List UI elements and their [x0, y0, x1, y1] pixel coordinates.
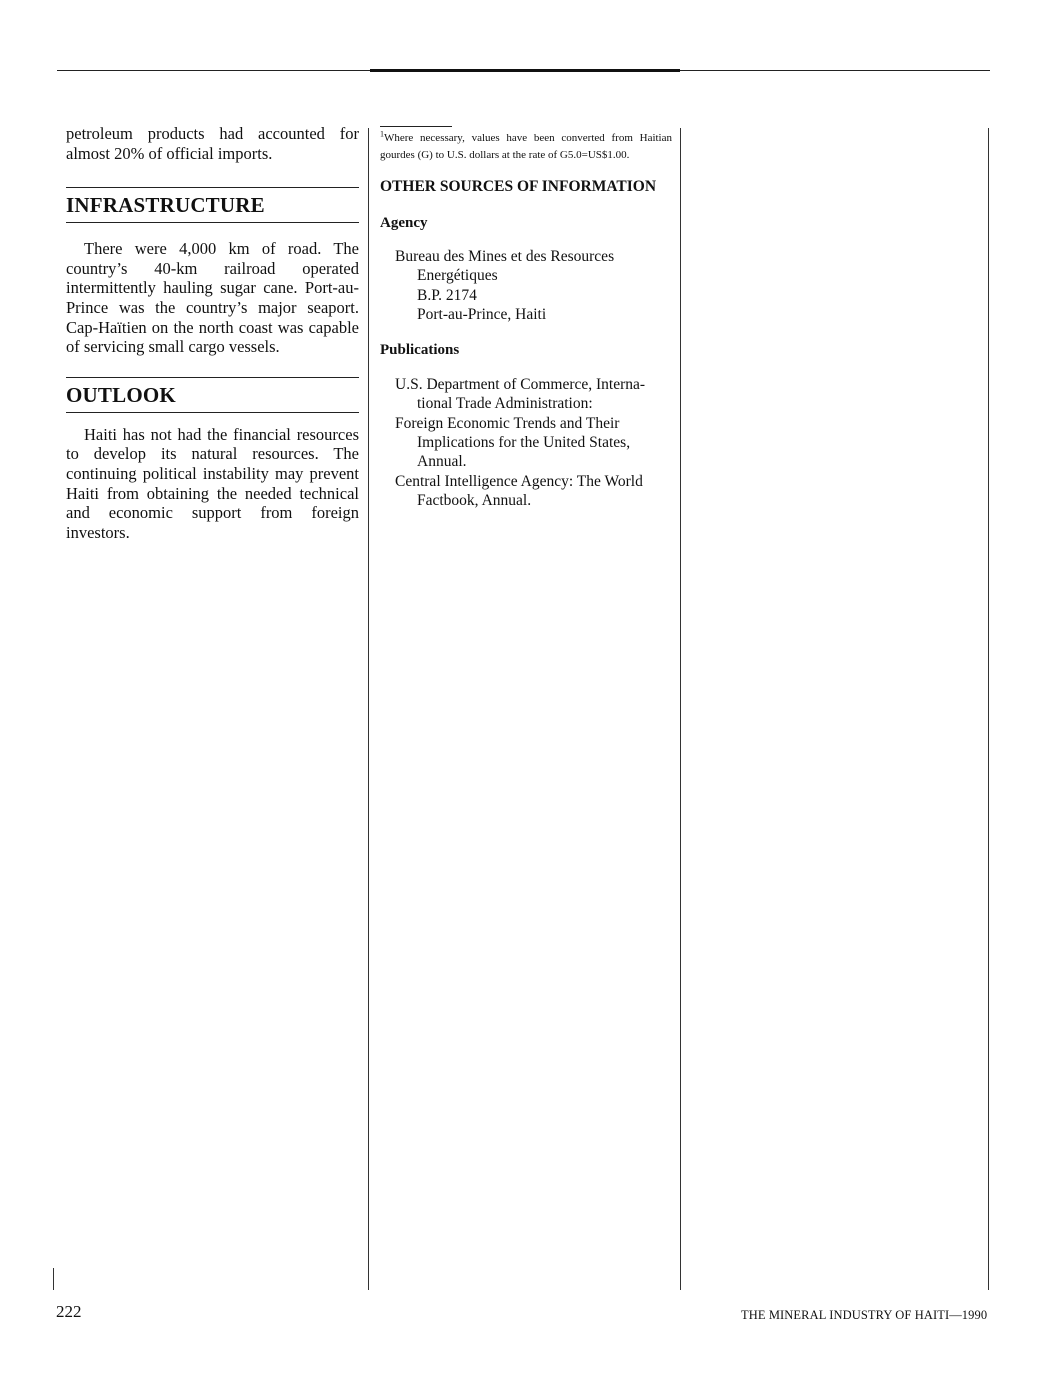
footnote-text: Where necessary, values have been converted from Haitian gourdes (G) to U.S. dollars at the rate of G5.0=US$1.00. [380, 132, 672, 161]
top-rule-thick [370, 69, 680, 72]
agency-heading: Agency [380, 215, 428, 231]
publications-list [380, 375, 672, 510]
intro-paragraph: petroleum products had accounted for almost 20% of official imports. [66, 124, 359, 163]
agency-line: B.P. 2174 [417, 286, 477, 304]
publications-heading: Publications [380, 342, 460, 359]
footnote [380, 130, 672, 164]
infrastructure-paragraph: There were 4,000 km of road. The country’s 40-km railroad operated intermittently hauling sugar cane. Port-au-Prince was the country’s major seaport. Cap-Haïtien on the north coast was capable of servicing small cargo vessels. [66, 239, 359, 357]
column-divider-1 [368, 128, 369, 1290]
agency-line: Bureau des Mines et des Resources [395, 248, 615, 265]
publication-line: Implications for the United States, [417, 434, 631, 452]
publication-line: tional Trade Administration: [417, 395, 593, 413]
publication-line: Annual. [417, 453, 467, 471]
column-divider-right [988, 128, 989, 1290]
column-divider-left [53, 1268, 54, 1290]
column-left [66, 124, 359, 542]
footnote-marker: 1 [380, 129, 384, 139]
other-sources-heading: OTHER SOURCES OF INFORMATION [380, 178, 657, 195]
publication-line: Foreign Economic Trends and Their [395, 414, 620, 432]
column-middle [380, 126, 672, 510]
running-title: THE MINERAL INDUSTRY OF HAITI—1990 [741, 1308, 988, 1322]
footnote-rule [380, 126, 452, 127]
column-divider-2 [680, 128, 681, 1290]
infrastructure-heading: INFRASTRUCTURE [66, 187, 359, 223]
agency-line: Energétiques [417, 267, 498, 285]
page-number: 222 [56, 1302, 82, 1321]
agency-line: Port-au-Prince, Haiti [417, 305, 547, 323]
publication-line: Central Intelligence Agency: The World [395, 472, 643, 490]
publication-line: Factbook, Annual. [417, 491, 532, 509]
outlook-paragraph: Haiti has not had the financial resources to develop its natural resources. The continuing political instability may prevent Haiti from obtaining the needed technical and economic support from foreign investors. [66, 424, 359, 542]
outlook-heading: OUTLOOK [66, 377, 359, 413]
publication-line: U.S. Department of Commerce, Interna- [395, 376, 646, 394]
agency-address [380, 247, 672, 324]
